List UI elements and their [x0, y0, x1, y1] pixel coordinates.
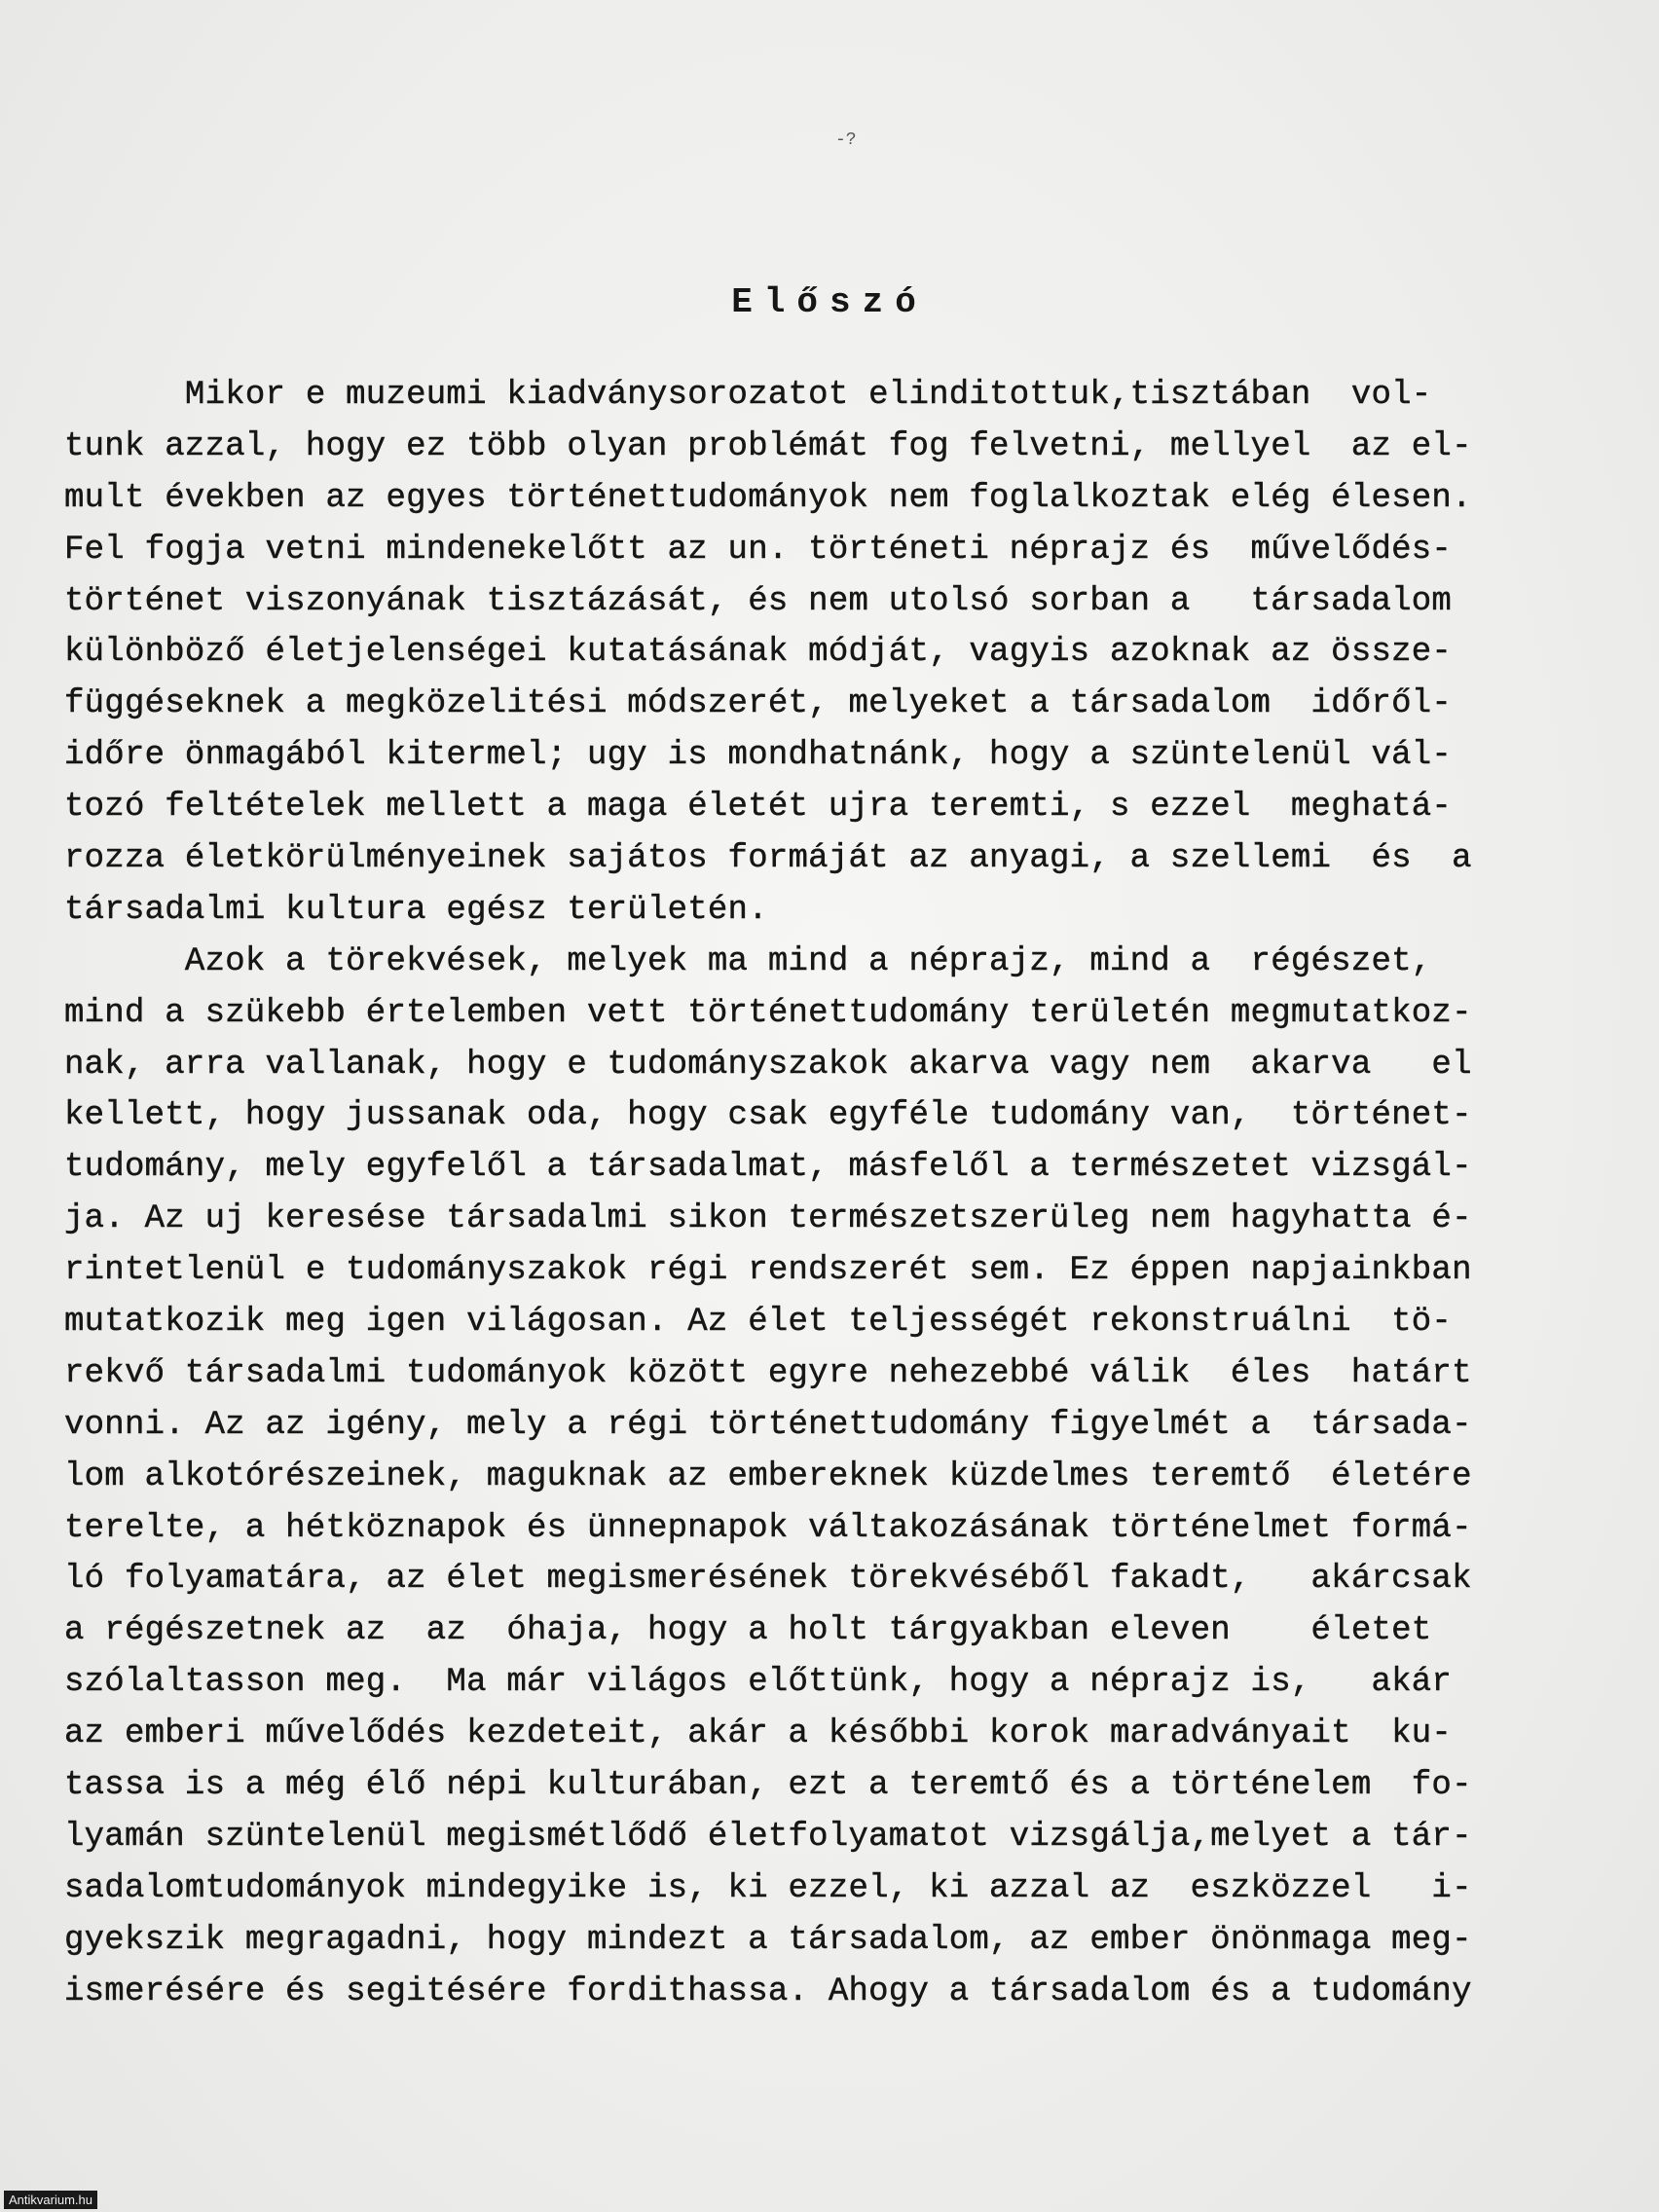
text-line: kellett, hogy jussanak oda, hogy csak egyféle tudomány van, történet- [64, 1097, 1472, 1135]
text-line: az emberi művelődés kezdeteit, akár a későbbi korok maradványait ku- [64, 1715, 1453, 1753]
top-mark: -? [835, 130, 857, 150]
text-line: rozza életkörülményeinek sajátos formáját az anyagi, a szellemi és a [64, 840, 1472, 878]
body-text [64, 370, 1583, 2018]
text-line: rintetlenül e tudományszakok régi rendszerét sem. Ez éppen napjainkban [64, 1252, 1472, 1290]
text-line: időre önmagából kitermel; ugy is mondhatnánk, hogy a szüntelenül vál- [64, 737, 1453, 775]
text-line: nak, arra vallanak, hogy e tudományszakok akarva vagy nem akarva el [64, 1046, 1472, 1084]
text-line: Mikor e muzeumi kiadványsorozatot elinditottuk,tisztában vol- [64, 377, 1432, 414]
text-line: tudomány, mely egyfelől a társadalmat, másfelől a természetet vizsgál- [64, 1149, 1472, 1187]
text-line: gyekszik megragadni, hogy mindezt a társadalom, az ember önönmaga meg- [64, 1921, 1472, 1959]
page-title: Előszó [731, 282, 928, 322]
text-line: tozó feltételek mellett a maga életét ujra teremti, s ezzel meghatá- [64, 789, 1453, 827]
text-line: lom alkotórészeinek, maguknak az embereknek küzdelmes teremtő életére [64, 1457, 1472, 1495]
text-line: Azok a törekvések, melyek ma mind a néprajz, mind a régészet, [64, 942, 1432, 980]
text-line: rekvő társadalmi tudományok között egyre nehezebbé válik éles határt [64, 1354, 1472, 1392]
text-line: társadalmi kultura egész területén. [64, 891, 768, 929]
watermark: Antikvarium.hu [4, 2191, 97, 2209]
text-line: ismerésére és segitésére fordithassa. Ahogy a társadalom és a tudomány [64, 1972, 1472, 2010]
text-line: ja. Az uj keresése társadalmi sikon természetszerüleg nem hagyhatta é- [64, 1200, 1472, 1238]
text-line: ló folyamatára, az élet megismerésének törekvéséből fakadt, akárcsak [64, 1561, 1472, 1599]
text-line: mult években az egyes történettudományok nem foglalkoztak elég élesen. [64, 479, 1472, 517]
text-line: a régészetnek az az óhaja, hogy a holt tárgyakban eleven életet [64, 1612, 1432, 1650]
text-line: Fel fogja vetni mindenekelőtt az un. történeti néprajz és művelődés- [64, 531, 1453, 569]
text-line: különböző életjelenségei kutatásának módját, vagyis azoknak az össze- [64, 634, 1453, 672]
text-line: függéseknek a megközelitési módszerét, melyeket a társadalom időről- [64, 685, 1453, 723]
text-line: szólaltasson meg. Ma már világos előttünk, hogy a néprajz is, akár [64, 1664, 1453, 1702]
text-line: mutatkozik meg igen világosan. Az élet teljességét rekonstruálni tö- [64, 1304, 1453, 1342]
text-line: lyamán szüntelenül megismétlődő életfolyamatot vizsgálja,melyet a tár- [64, 1818, 1472, 1856]
text-line: mind a szükebb értelemben vett történettudomány területén megmutatkoz- [64, 994, 1472, 1032]
text-line: sadalomtudományok mindegyike is, ki ezzel, ki azzal az eszközzel i- [64, 1869, 1472, 1907]
text-line: történet viszonyának tisztázását, és nem utolsó sorban a társadalom [64, 582, 1453, 620]
text-line: vonni. Az az igény, mely a régi történettudomány figyelmét a társada- [64, 1406, 1472, 1444]
text-line: terelte, a hétköznapok és ünnepnapok váltakozásának történelmet formá- [64, 1509, 1472, 1547]
text-line: tassa is a még élő népi kulturában, ezt a teremtő és a történelem fo- [64, 1767, 1472, 1805]
text-line: tunk azzal, hogy ez több olyan problémát fog felvetni, mellyel az el- [64, 427, 1472, 465]
